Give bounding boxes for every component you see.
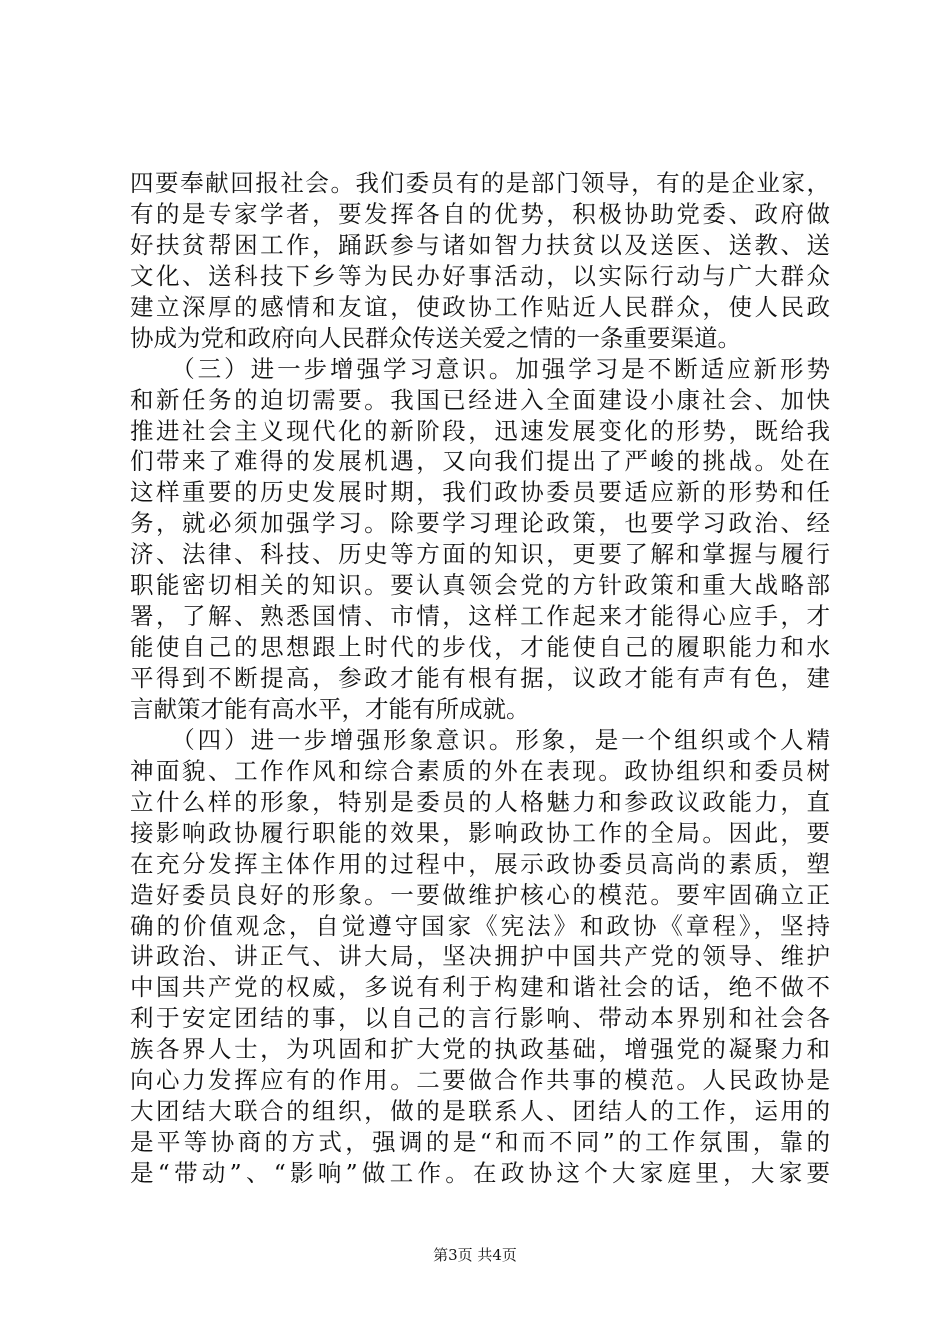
text-line: 文化、送科技下乡等为民办好事活动，以实际行动与广大群众	[130, 261, 830, 290]
text-line: 建立深厚的感情和友谊，使政协工作贴近人民群众，使人民政	[130, 292, 830, 321]
text-line: 济、法律、科技、历史等方面的知识，更要了解和掌握与履行	[130, 540, 830, 569]
text-line: 这样重要的历史发展时期，我们政协委员要适应新的形势和任	[130, 478, 830, 507]
text-line: 平得到不断提高，参政才能有根有据，议政才能有声有色，建	[130, 664, 830, 692]
text-line: 利于安定团结的事，以自己的言行影响、带动本界别和社会各	[130, 1004, 830, 1033]
text-line: 们带来了难得的发展机遇，又向我们提出了严峻的挑战。处在	[130, 447, 830, 476]
text-line: 确的价值观念，自觉遵守国家《宪法》和政协《章程》，坚持	[130, 911, 830, 940]
text-line: 言献策才能有高水平，才能有所成就。	[130, 694, 530, 723]
text-line: 是平等协商的方式，强调的是“和而不同”的工作氛围，靠的	[130, 1128, 830, 1157]
text-line: 署，了解、熟悉国情、市情，这样工作起来才能得心应手，才	[130, 602, 830, 631]
text-line: 是“带动”、“影响”做工作。在政协这个大家庭里，大家要	[130, 1159, 830, 1187]
text-line: 推进社会主义现代化的新阶段，迅速发展变化的形势，既给我	[130, 416, 830, 445]
text-line: 神面貌、工作作风和综合素质的外在表现。政协组织和委员树	[130, 756, 830, 785]
text-line: 和新任务的迫切需要。我国已经进入全面建设小康社会、加快	[130, 385, 830, 414]
text-line: （四）进一步增强形象意识。形象，是一个组织或个人精	[130, 725, 830, 754]
text-line: 中国共产党的权威，多说有利于构建和谐社会的话，绝不做不	[130, 973, 830, 1002]
text-line: 能使自己的思想跟上时代的步伐，才能使自己的履职能力和水	[130, 633, 830, 662]
text-line: 四要奉献回报社会。我们委员有的是部门领导，有的是企业家，	[130, 169, 830, 197]
text-line: 造好委员良好的形象。一要做维护核心的模范。要牢固确立正	[130, 880, 830, 909]
text-line: 有的是专家学者，要发挥各自的优势，积极协助党委、政府做	[130, 199, 830, 228]
page-footer	[0, 1245, 950, 1265]
text-line: 在充分发挥主体作用的过程中，展示政协委员高尚的素质，塑	[130, 849, 830, 878]
text-line: 讲政治、讲正气、讲大局，坚决拥护中国共产党的领导、维护	[130, 942, 830, 971]
text-line: 接影响政协履行职能的效果，影响政协工作的全局。因此，要	[130, 818, 830, 847]
text-line: 向心力发挥应有的作用。二要做合作共事的模范。人民政协是	[130, 1066, 830, 1095]
text-line: （三）进一步增强学习意识。加强学习是不断适应新形势	[130, 354, 830, 383]
text-line: 协成为党和政府向人民群众传送关爱之情的一条重要渠道。	[130, 323, 741, 352]
text-line: 立什么样的形象，特别是委员的人格魅力和参政议政能力，直	[130, 787, 830, 816]
document-body	[130, 168, 830, 1189]
text-line: 大团结大联合的组织，做的是联系人、团结人的工作，运用的	[130, 1097, 830, 1126]
text-line: 族各界人士，为巩固和扩大党的执政基础，增强党的凝聚力和	[130, 1035, 830, 1064]
text-line: 务，就必须加强学习。除要学习理论政策，也要学习政治、经	[130, 509, 830, 538]
page-number: 第3页 共4页	[433, 1246, 517, 1264]
text-line: 职能密切相关的知识。要认真领会党的方针政策和重大战略部	[130, 571, 830, 600]
text-line: 好扶贫帮困工作，踊跃参与诸如智力扶贫以及送医、送教、送	[130, 230, 830, 259]
